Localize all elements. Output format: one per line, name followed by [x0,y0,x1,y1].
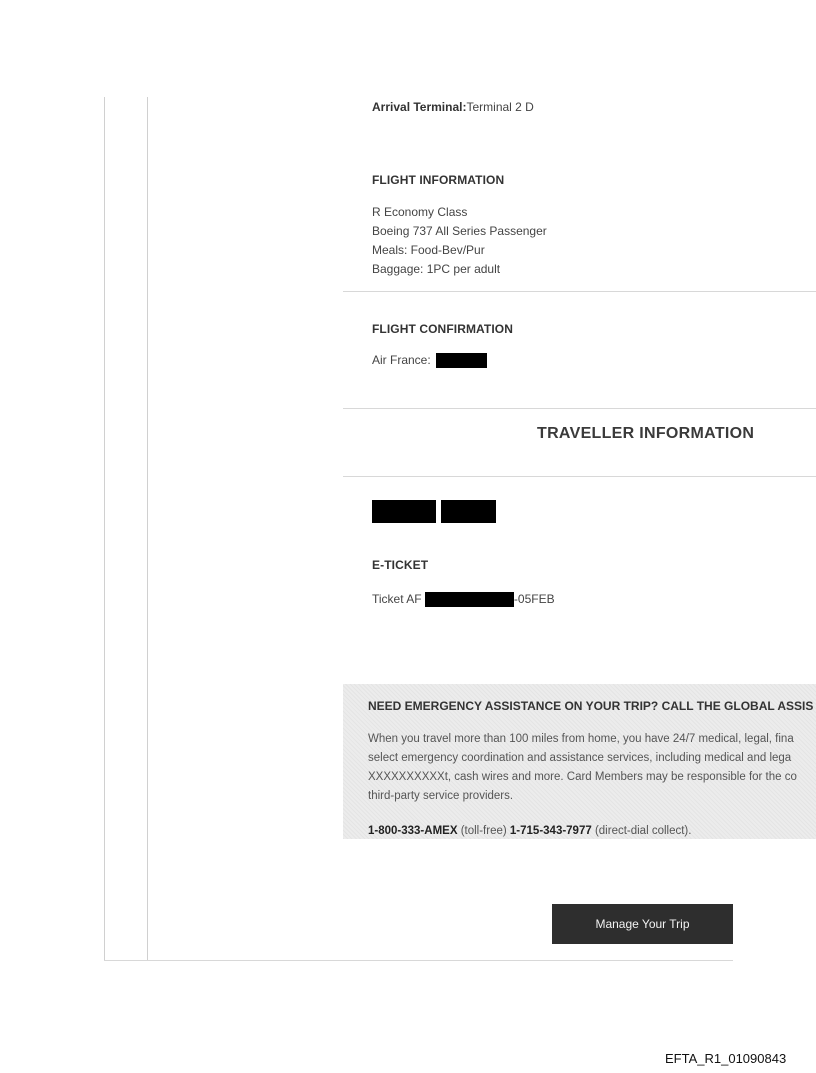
section-divider [343,476,816,477]
airline-label: Air France: [372,353,431,367]
redaction-block [436,353,487,368]
arrival-terminal-label: Arrival Terminal: [372,100,467,114]
document-id: EFTA_R1_01090843 [665,1051,787,1066]
arrival-terminal [372,98,534,117]
emergency-body-line: XXXXXXXXXXt, cash wires and more. Card Members may be responsible for the co [368,771,797,783]
section-divider [343,291,816,292]
emergency-body [368,730,797,806]
emergency-body-line: third-party service providers. [368,790,514,802]
airline-confirmation [372,351,487,370]
traveller-information-heading: TRAVELLER INFORMATION [537,425,755,442]
flight-information-heading: FLIGHT INFORMATION [372,173,505,187]
bottom-border [104,960,733,961]
redacted-traveller-name [372,500,496,523]
ticket-suffix: -05FEB [513,592,555,606]
flight-confirmation-heading: FLIGHT CONFIRMATION [372,322,513,336]
cabin-class: R Economy Class [372,205,468,219]
aircraft-type: Boeing 737 All Series Passenger [372,224,547,238]
redaction-block [372,500,436,523]
ticket-number [372,590,555,609]
arrival-terminal-value: Terminal 2 D [466,100,534,114]
phone-toll-free-note: (toll-free) [460,825,507,837]
emergency-title: NEED EMERGENCY ASSISTANCE ON YOUR TRIP? CALL THE GLOBAL ASSIS [368,699,814,713]
inner-left-border [147,97,148,961]
left-border [104,97,105,961]
e-ticket-heading: E-TICKET [372,558,429,572]
redaction-block [425,592,514,607]
emergency-phones [368,825,691,837]
baggage: Baggage: 1PC per adult [372,262,501,276]
flight-information-details [372,203,547,279]
phone-direct-dial: 1-715-343-7977 [509,825,592,837]
phone-direct-dial-note: (direct-dial collect). [594,825,692,837]
manage-your-trip-button[interactable]: Manage Your Trip [552,904,733,944]
section-divider [343,408,816,409]
meals: Meals: Food-Bev/Pur [372,243,485,257]
phone-toll-free: 1-800-333-AMEX [368,825,458,837]
ticket-prefix: Ticket AF [372,592,422,606]
redaction-block [441,500,496,523]
emergency-assistance-panel [343,684,816,839]
emergency-body-line: select emergency coordination and assistance services, including medical and lega [368,752,792,764]
emergency-body-line: When you travel more than 100 miles from home, you have 24/7 medical, legal, fina [368,733,794,745]
